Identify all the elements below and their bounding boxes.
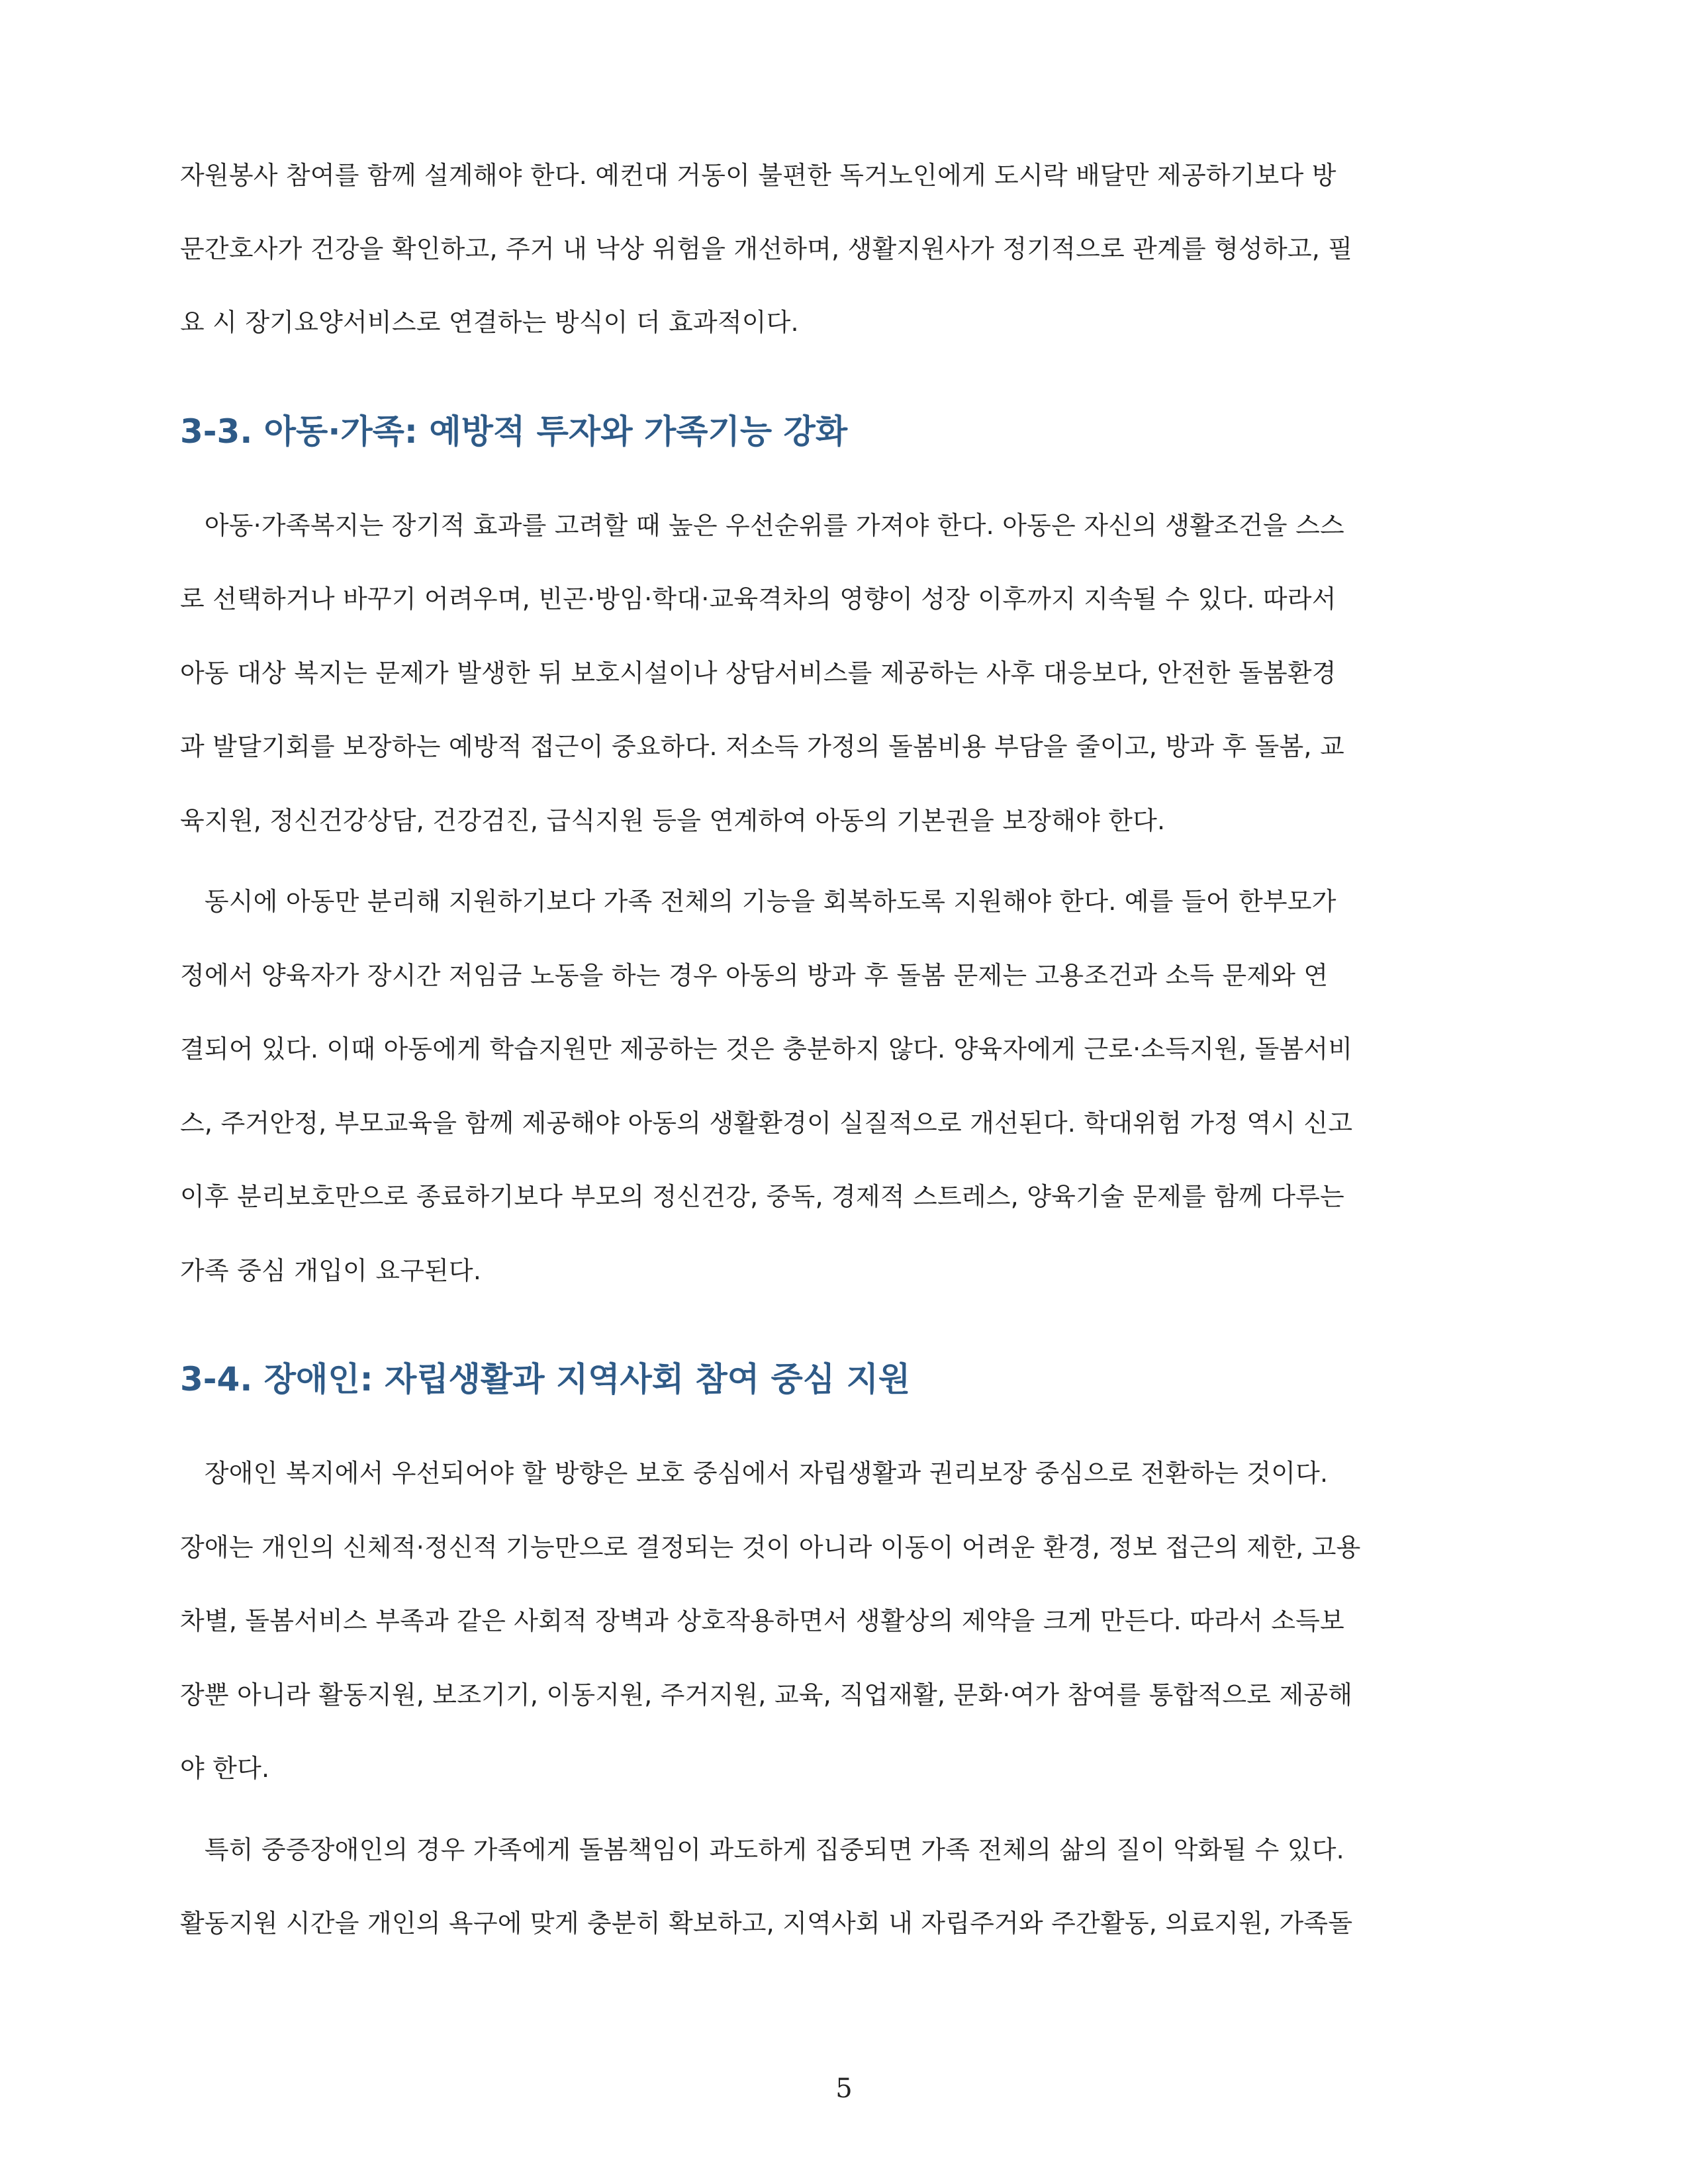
- text-line: 아동 대상 복지는 문제가 발생한 뒤 보호시설이나 상담서비스를 제공하는 사후 대응보다, 안전한 돌봄환경: [180, 659, 1336, 688]
- text-line: 동시에 아동만 분리해 지원하기보다 가족 전체의 기능을 회복하도록 지원해야 한다. 예를 들어 한부모가: [180, 887, 1336, 916]
- text-line: 장애인 복지에서 우선되어야 할 방향은 보호 중심에서 자립생활과 권리보장 중심으로 전환하는 것이다.: [180, 1459, 1329, 1488]
- text-line: 자원봉사 참여를 함께 설계해야 한다. 예컨대 거동이 불편한 독거노인에게 도시락 배달만 제공하기보다 방: [180, 161, 1336, 190]
- text-line: 특히 중증장애인의 경우 가족에게 돌봄책임이 과도하게 집중되면 가족 전체의 삶의 질이 악화될 수 있다.: [180, 1835, 1344, 1864]
- text-line: 요 시 장기요양서비스로 연결하는 방식이 더 효과적이다.: [180, 308, 799, 337]
- text-line: 로 선택하거나 바꾸기 어려우며, 빈곤·방임·학대·교육격차의 영향이 성장 이후까지 지속될 수 있다. 따라서: [180, 584, 1336, 614]
- text-line: 차별, 돌봄서비스 부족과 같은 사회적 장벽과 상호작용하면서 생활상의 제약을 크게 만든다. 따라서 소득보: [180, 1606, 1344, 1635]
- text-line: 아동·가족복지는 장기적 효과를 고려할 때 높은 우선순위를 가져야 한다. 아동은 자신의 생활조건을 스스: [180, 511, 1344, 540]
- text-line: 스, 주거안정, 부모교육을 함께 제공해야 아동의 생활환경이 실질적으로 개선된다. 학대위험 가정 역시 신고: [180, 1109, 1353, 1138]
- section-heading-3-3: 3-3. 아동·가족: 예방적 투자와 가족기능 강화: [180, 412, 848, 451]
- text-line: 이후 분리보호만으로 종료하기보다 부모의 정신건강, 중독, 경제적 스트레스, 양육기술 문제를 함께 다루는: [180, 1182, 1344, 1211]
- text-line: 장뿐 아니라 활동지원, 보조기기, 이동지원, 주거지원, 교육, 직업재활, 문화·여가 참여를 통합적으로 제공해: [180, 1680, 1353, 1709]
- page-number: 5: [835, 2073, 853, 2104]
- text-line: 활동지원 시간을 개인의 욕구에 맞게 충분히 확보하고, 지역사회 내 자립주거와 주간활동, 의료지원, 가족돌: [180, 1909, 1353, 1938]
- text-line: 가족 중심 개입이 요구된다.: [180, 1256, 482, 1285]
- text-line: 장애는 개인의 신체적·정신적 기능만으로 결정되는 것이 아니라 이동이 어려운 환경, 정보 접근의 제한, 고용: [180, 1533, 1361, 1562]
- text-line: 과 발달기회를 보장하는 예방적 접근이 중요하다. 저소득 가정의 돌봄비용 부담을 줄이고, 방과 후 돌봄, 교: [180, 732, 1344, 761]
- text-line: 육지원, 정신건강상담, 건강검진, 급식지원 등을 연계하여 아동의 기본권을 보장해야 한다.: [180, 806, 1166, 835]
- section-heading-3-4: 3-4. 장애인: 자립생활과 지역사회 참여 중심 지원: [180, 1360, 911, 1398]
- text-line: 정에서 양육자가 장시간 저임금 노동을 하는 경우 아동의 방과 후 돌봄 문제는 고용조건과 소득 문제와 연: [180, 961, 1329, 990]
- text-line: 야 한다.: [180, 1754, 270, 1783]
- text-line: 결되어 있다. 이때 아동에게 학습지원만 제공하는 것은 충분하지 않다. 양육자에게 근로·소득지원, 돌봄서비: [180, 1034, 1353, 1064]
- text-line: 문간호사가 건강을 확인하고, 주거 내 낙상 위험을 개선하며, 생활지원사가 정기적으로 관계를 형성하고, 필: [180, 234, 1353, 263]
